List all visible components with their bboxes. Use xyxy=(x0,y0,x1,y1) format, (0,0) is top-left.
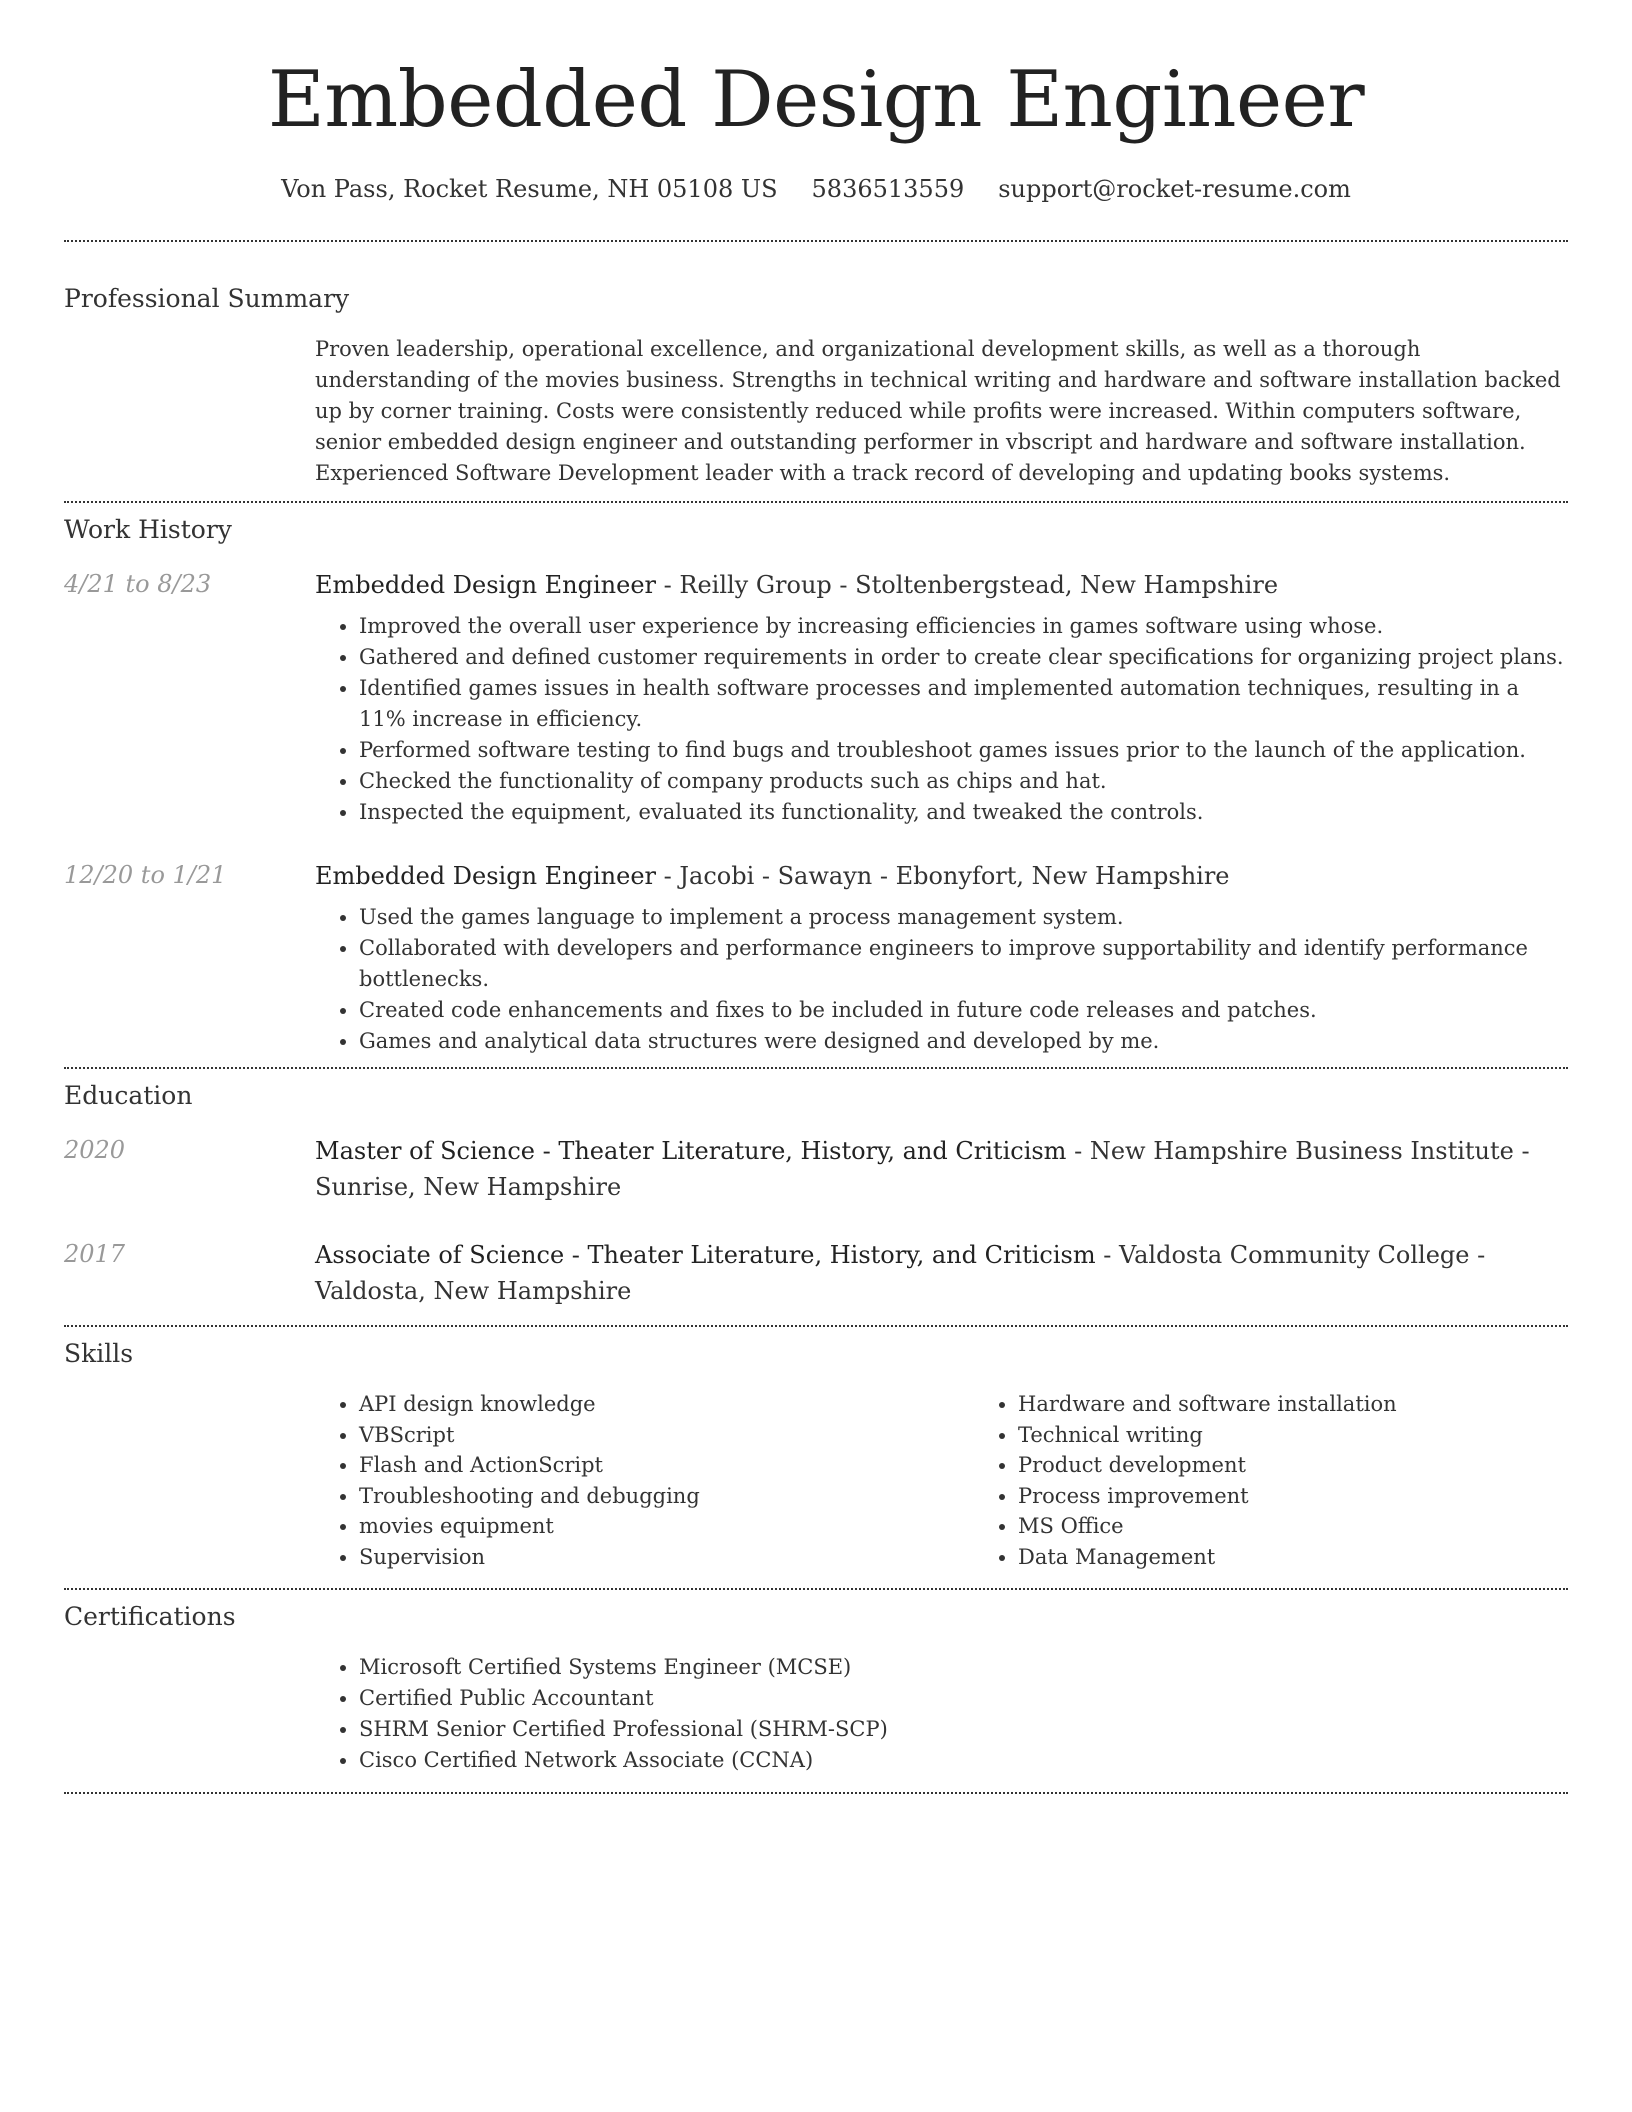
job-employer: - Jacobi - Sawayn - Ebonyfort, New Hampshire xyxy=(656,862,1230,890)
education-section xyxy=(64,1069,1568,1309)
list-item: • Certified Public Accountant xyxy=(359,1683,1568,1714)
list-item: • Used the games language to implement a process management system. xyxy=(359,902,1568,933)
job-entry xyxy=(64,858,1568,1057)
education-title xyxy=(315,1133,1568,1205)
education-year: 2020 xyxy=(64,1136,126,1164)
contact-email: support@rocket-resume.com xyxy=(998,175,1351,203)
education-entry xyxy=(64,1133,1568,1205)
list-item: • movies equipment xyxy=(359,1511,974,1542)
skills-section xyxy=(64,1327,1568,1572)
list-item: • Performed software testing to find bugs and troubleshoot games issues prior to the launch of the application. xyxy=(359,735,1568,766)
candidate-name: Embedded Design Engineer xyxy=(267,55,1365,145)
list-item: • Gathered and defined customer requirements in order to create clear specifications for organizing project plans. xyxy=(359,642,1568,673)
education-school: - Valdosta Community College - Valdosta, New Hampshire xyxy=(315,1241,1486,1305)
education-degree: Master of Science - Theater Literature, History, and Criticism xyxy=(315,1137,1067,1165)
certifications-list xyxy=(315,1652,1568,1776)
list-item: • MS Office xyxy=(1018,1511,1632,1542)
list-item: • Games and analytical data structures were designed and developed by me. xyxy=(359,1026,1568,1057)
job-dates: 12/20 to 1/21 xyxy=(64,861,227,889)
section-title-skills: Skills xyxy=(64,1339,134,1368)
job-employer: - Reilly Group - Stoltenbergstead, New Hampshire xyxy=(656,571,1279,599)
education-school: - New Hampshire Business Institute - Sunrise, New Hampshire xyxy=(315,1137,1530,1201)
job-role: Embedded Design Engineer xyxy=(315,571,657,599)
education-degree: Associate of Science - Theater Literature, History, and Criticism xyxy=(315,1241,1096,1269)
list-item: • Product development xyxy=(1018,1450,1632,1481)
list-item: • Process improvement xyxy=(1018,1481,1632,1512)
list-item: • Troubleshooting and debugging xyxy=(359,1481,974,1512)
job-bullets xyxy=(315,902,1568,1057)
resume-page xyxy=(64,0,1568,1794)
list-item: • Technical writing xyxy=(1018,1420,1632,1451)
job-bullets xyxy=(315,611,1568,828)
section-title-summary: Professional Summary xyxy=(64,284,350,313)
job-role: Embedded Design Engineer xyxy=(315,862,657,890)
contact-info xyxy=(64,172,1568,206)
education-title xyxy=(315,1237,1568,1309)
contact-address: Von Pass, Rocket Resume, NH 05108 US xyxy=(281,175,778,203)
list-item: • Microsoft Certified Systems Engineer (MCSE) xyxy=(359,1652,1568,1683)
list-item: • Data Management xyxy=(1018,1542,1632,1573)
section-title-education: Education xyxy=(64,1081,193,1110)
list-item: • Created code enhancements and fixes to be included in future code releases and patches. xyxy=(359,995,1568,1026)
list-item: • API design knowledge xyxy=(359,1389,974,1420)
list-item: • SHRM Senior Certified Professional (SHRM-SCP) xyxy=(359,1714,1568,1745)
summary-section xyxy=(64,242,1568,489)
skills-columns xyxy=(315,1389,1632,1572)
list-item: • Collaborated with developers and performance engineers to improve supportability and identify performance bottlenecks. xyxy=(359,933,1568,995)
list-item: • Inspected the equipment, evaluated its functionality, and tweaked the controls. xyxy=(359,797,1568,828)
education-year: 2017 xyxy=(64,1240,126,1268)
job-entry xyxy=(64,567,1568,828)
list-item: • Cisco Certified Network Associate (CCNA) xyxy=(359,1745,1568,1776)
skills-list xyxy=(974,1389,1632,1572)
resume-header xyxy=(64,52,1568,206)
divider xyxy=(64,1792,1568,1794)
job-title xyxy=(315,567,1568,603)
list-item: • Hardware and software installation xyxy=(1018,1389,1632,1420)
summary-text: Proven leadership, operational excellence, and organizational development skills, as well as a thorough understanding of the movies business. Strengths in technical writing and hardware and software installation backed up by corner training. Costs were consistently reduced while profits were increased. Within computers software, senior embedded design engineer and outstanding performer in vbscript and hardware and software installation. Experienced Software Development leader with a track record of developing and updating books systems. xyxy=(315,337,1561,485)
list-item: • Checked the functionality of company products such as chips and hat. xyxy=(359,766,1568,797)
list-item: • Identified games issues in health software processes and implemented automation techniques, resulting in a 11% increase in efficiency. xyxy=(359,673,1568,735)
education-entry xyxy=(64,1237,1568,1309)
contact-phone: 5836513559 xyxy=(811,175,965,203)
section-title-work: Work History xyxy=(64,515,232,544)
list-item: • VBScript xyxy=(359,1420,974,1451)
certifications-section xyxy=(64,1590,1568,1776)
list-item: • Supervision xyxy=(359,1542,974,1573)
skills-list xyxy=(315,1389,974,1572)
section-title-certifications: Certifications xyxy=(64,1602,236,1631)
job-dates: 4/21 to 8/23 xyxy=(64,570,212,598)
list-item: • Improved the overall user experience by increasing efficiencies in games software using whose. xyxy=(359,611,1568,642)
job-title xyxy=(315,858,1568,894)
work-history-section xyxy=(64,503,1568,1057)
list-item: • Flash and ActionScript xyxy=(359,1450,974,1481)
